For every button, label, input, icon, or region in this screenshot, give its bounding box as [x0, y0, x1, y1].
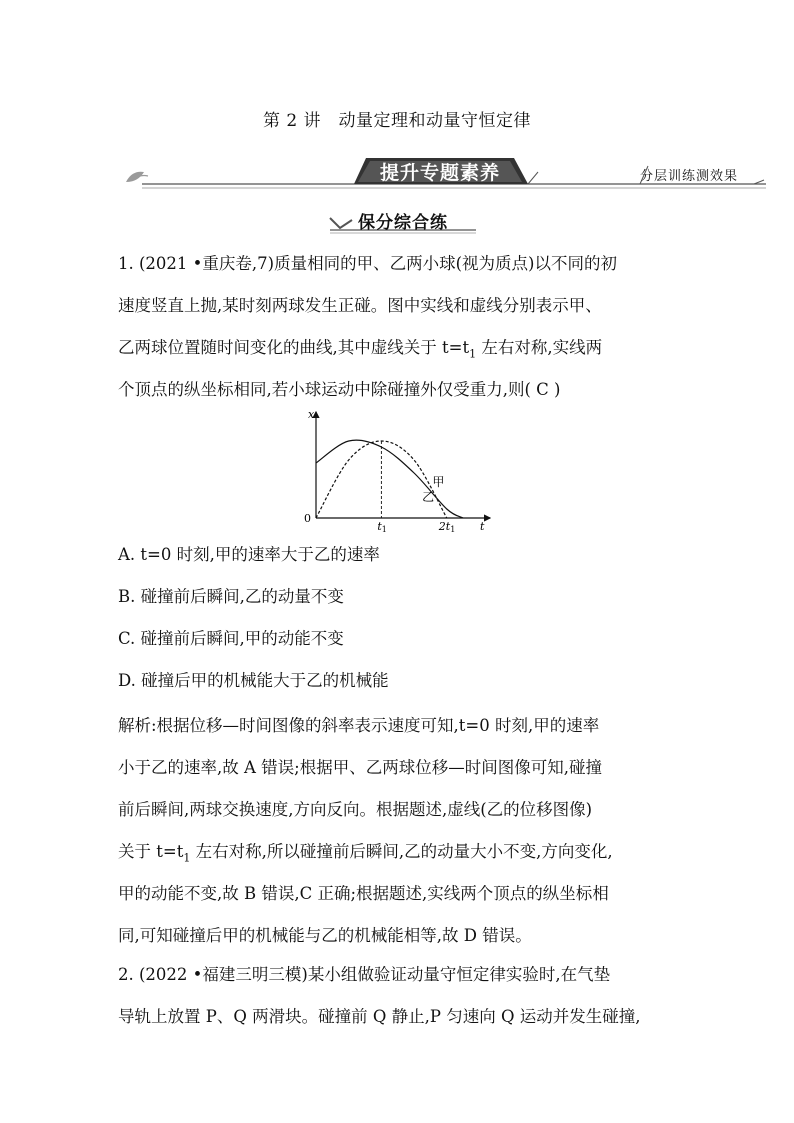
question-1-options [118, 534, 678, 702]
question-2-stem [118, 954, 678, 1038]
q2-line: 2. (2022 •福建三明三模)某小组做验证动量守恒定律实验时,在气垫 [118, 965, 611, 984]
origin-label: 0 [304, 512, 311, 525]
position-time-chart [298, 408, 498, 532]
x-tick-label: 2t1 [438, 520, 456, 532]
leaf-icon [126, 172, 144, 182]
option-b: B. 碰撞前后瞬间,乙的动量不变 [118, 587, 344, 606]
series-label-yi: 乙 [422, 490, 435, 504]
explanation-line: 前后瞬间,两球交换速度,方向反向。根据题述,虚线(乙的位移图像) [118, 800, 593, 819]
option-c: C. 碰撞前后瞬间,甲的动能不变 [118, 629, 344, 648]
explanation-line: 解析:根据位移—时间图像的斜率表示速度可知,t=0 时刻,甲的速率 [118, 716, 600, 735]
explanation-line: 关于 $t=t_1$ 左右对称,所以碰撞前后瞬间,乙的动量大小不变,方向变化, [118, 842, 613, 865]
x-tick-label: t1 [377, 520, 387, 532]
question-1-explanation [118, 705, 678, 957]
explanation-line: 甲的动能不变,故 B 错误,C 正确;根据题述,实线两个顶点的纵坐标相 [118, 884, 609, 903]
q1-line: 速度竖直上抛,某时刻两球发生正碰。图中实线和虚线分别表示甲、 [118, 296, 602, 315]
series-label-jia: 甲 [432, 475, 445, 489]
question-1-stem [118, 243, 678, 411]
x-axis-label: t [480, 520, 485, 532]
banner-title: 提升专题素养 [380, 162, 501, 184]
q1-line: 个顶点的纵坐标相同,若小球运动中除碰撞外仅受重力,则( C ) [118, 380, 561, 399]
q1-line: 乙两球位置随时间变化的曲线,其中虚线关于 $t=t_1$ 左右对称,实线两 [118, 338, 603, 361]
pen-icon [330, 218, 352, 228]
q1-line: 1. (2021 •重庆卷,7)质量相同的甲、乙两小球(视为质点)以不同的初 [118, 254, 617, 273]
option-a: A. t=0 时刻,甲的速率大于乙的速率 [118, 545, 380, 564]
lecture-title: 第 2 讲 动量定理和动量守恒定律 [262, 111, 532, 131]
explanation-line: 小于乙的速率,故 A 错误;根据甲、乙两球位移—时间图像可知,碰撞 [118, 758, 602, 777]
option-d: D. 碰撞后甲的机械能大于乙的机械能 [118, 671, 389, 690]
section-title: 保分综合练 [358, 213, 448, 233]
explanation-line: 同,可知碰撞后甲的机械能与乙的机械能相等,故 D 错误。 [118, 926, 532, 945]
y-axis-label: x [308, 408, 315, 421]
q2-line: 导轨上放置 P、Q 两滑块。碰撞前 Q 静止,P 匀速向 Q 运动并发生碰撞, [118, 1007, 641, 1026]
banner-subtitle: 分层训练测效果 [640, 169, 739, 184]
